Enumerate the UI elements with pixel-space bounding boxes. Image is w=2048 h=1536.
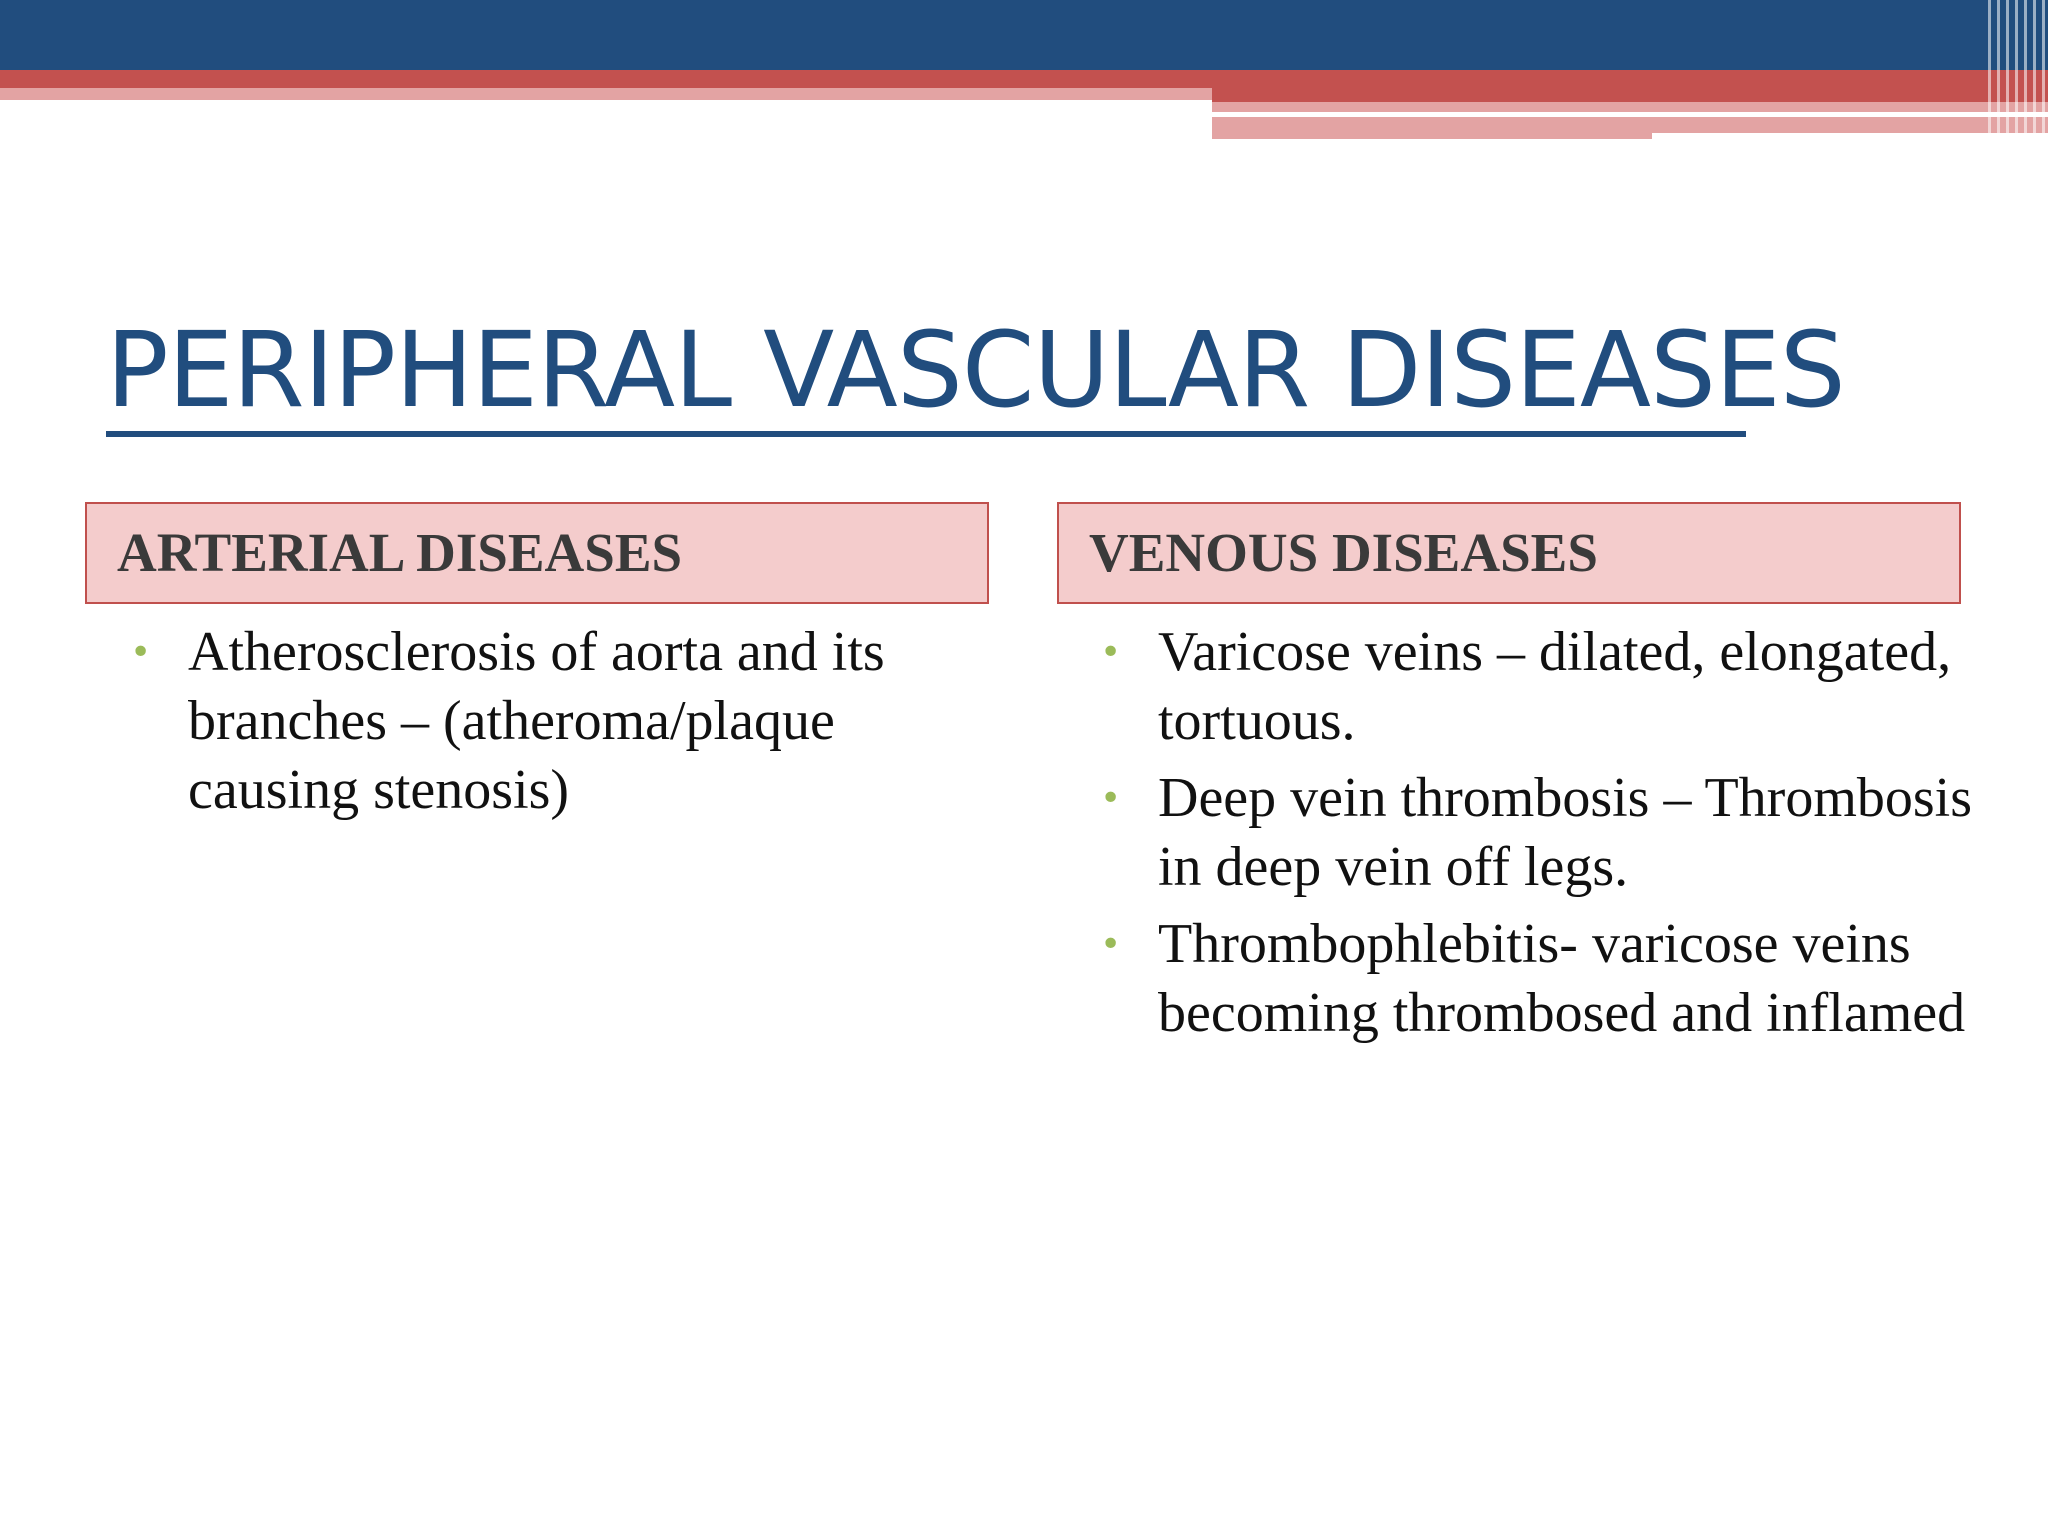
bullet-icon: • bbox=[1100, 924, 1122, 965]
venous-diseases-list bbox=[1100, 618, 2000, 1056]
list-item-text: Varicose veins – dilated, elongated, tortuous. bbox=[1158, 621, 1952, 752]
edge-stripes-decoration bbox=[1988, 0, 2048, 140]
header-band-red-right bbox=[1212, 88, 2048, 102]
list-item bbox=[1100, 764, 2000, 902]
header-band-pink-right-lower bbox=[1212, 117, 2048, 133]
arterial-diseases-list bbox=[130, 618, 950, 833]
slide-title: PERIPHERAL VASCULAR DISEASES bbox=[106, 309, 1845, 431]
list-item-text: Thrombophlebitis- varicose veins becoming thrombosed and inflamed bbox=[1158, 913, 1966, 1044]
header-band-red bbox=[0, 70, 2048, 88]
header-band-pink-right-tail bbox=[1212, 133, 1652, 139]
bullet-icon: • bbox=[130, 632, 152, 673]
list-item bbox=[130, 618, 950, 825]
venous-diseases-header: VENOUS DISEASES bbox=[1057, 502, 1961, 604]
arterial-diseases-header: ARTERIAL DISEASES bbox=[85, 502, 989, 604]
list-item bbox=[1100, 618, 2000, 756]
bullet-icon: • bbox=[1100, 632, 1122, 673]
header-band-pink-right bbox=[1212, 102, 2048, 112]
list-item-text: Atherosclerosis of aorta and its branches – (atheroma/plaque causing stenosis) bbox=[188, 621, 885, 821]
list-item bbox=[1100, 910, 2000, 1048]
header-band-pink bbox=[0, 88, 1212, 100]
title-underline bbox=[106, 431, 1746, 437]
header-band-blue bbox=[0, 0, 2048, 70]
bullet-icon: • bbox=[1100, 778, 1122, 819]
list-item-text: Deep vein thrombosis – Thrombosis in deep vein off legs. bbox=[1158, 767, 1973, 898]
